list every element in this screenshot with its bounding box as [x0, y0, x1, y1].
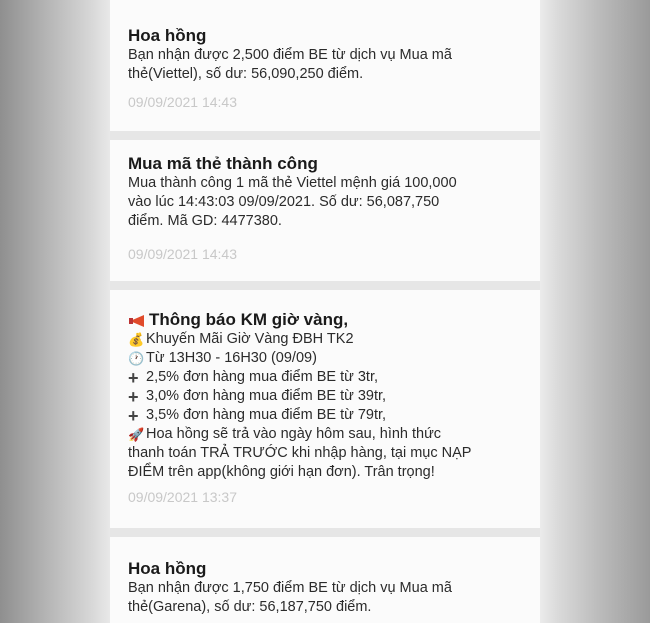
- notification-body-line: Mua thành công 1 mã thẻ Viettel mệnh giá 100,000: [128, 175, 457, 191]
- promo-line: thanh toán TRẢ TRƯỚC khi nhập hàng, tại mục NẠP: [128, 445, 472, 461]
- notification-card[interactable]: [110, 0, 540, 131]
- notification-title: Hoa hồng: [128, 26, 207, 45]
- plus-icon: +: [128, 367, 139, 388]
- notification-body-line: vào lúc 14:43:03 09/09/2021. Số dư: 56,087,750: [128, 194, 440, 210]
- notification-timestamp: 09/09/2021 14:43: [128, 94, 237, 110]
- notification-body-line: thẻ(Garena), số dư: 56,187,750 điểm.: [128, 599, 372, 615]
- notification-body: [128, 46, 522, 84]
- promo-line: [128, 406, 522, 425]
- promo-line-text: 3,0% đơn hàng mua điểm BE từ 39tr,: [146, 388, 387, 404]
- notification-title: Hoa hồng: [128, 559, 207, 578]
- promo-line: [128, 425, 522, 444]
- promo-line: [128, 368, 522, 387]
- notification-title: [128, 290, 522, 330]
- money-bag-icon: 💰: [128, 332, 145, 347]
- promo-line-text: 3,5% đơn hàng mua điểm BE từ 79tr,: [146, 407, 387, 423]
- notification-card[interactable]: [110, 140, 540, 281]
- rocket-icon: 🚀: [128, 427, 145, 442]
- notification-card[interactable]: [110, 290, 540, 528]
- notification-body: [128, 174, 522, 231]
- notification-body-line: Bạn nhận được 2,500 điểm BE từ dịch vụ Mua mã: [128, 47, 452, 63]
- clock-icon: 🕐: [128, 351, 145, 366]
- notification-body: [128, 330, 522, 482]
- plus-icon: +: [128, 386, 139, 407]
- promo-line: ĐIỂM trên app(không giới hạn đơn). Trân trọng!: [128, 464, 435, 480]
- plus-icon: +: [128, 405, 139, 426]
- megaphone-icon: [128, 312, 148, 328]
- notification-timestamp: 09/09/2021 13:37: [128, 489, 237, 505]
- promo-line-text: Khuyến Mãi Giờ Vàng ĐBH TK2: [146, 331, 354, 347]
- notification-timestamp: 09/09/2021 14:43: [128, 246, 237, 262]
- notification-card[interactable]: [110, 537, 540, 623]
- notification-body-line: thẻ(Viettel), số dư: 56,090,250 điểm.: [128, 66, 364, 82]
- promo-line-text: 2,5% đơn hàng mua điểm BE từ 3tr,: [146, 369, 379, 385]
- promo-line: [128, 330, 522, 349]
- notification-title-text: Thông báo KM giờ vàng,: [149, 310, 349, 329]
- notification-body: [128, 579, 522, 617]
- notification-list: [110, 0, 540, 623]
- notification-body-line: điểm. Mã GD: 4477380.: [128, 213, 282, 229]
- notification-body-line: Bạn nhận được 1,750 điểm BE từ dịch vụ Mua mã: [128, 580, 452, 596]
- promo-line: [128, 387, 522, 406]
- promo-line: [128, 349, 522, 368]
- promo-line-text: Từ 13H30 - 16H30 (09/09): [146, 350, 317, 366]
- promo-line-text: Hoa hồng sẽ trả vào ngày hôm sau, hình thức: [146, 426, 442, 442]
- notification-title: Mua mã thẻ thành công: [128, 154, 318, 173]
